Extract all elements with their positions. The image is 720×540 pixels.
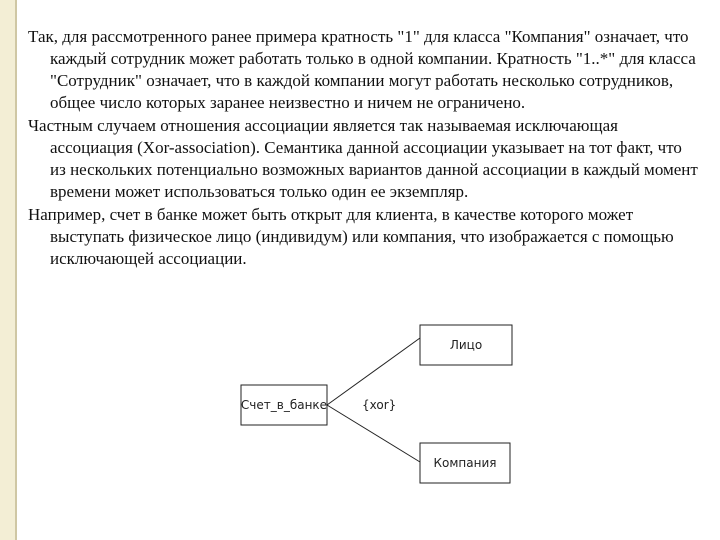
class-box-bank-account <box>241 385 327 425</box>
class-box-company <box>420 443 510 483</box>
class-label-bank-account: Счет_в_банке <box>240 398 328 412</box>
paragraph-xor-definition: Частным случаем отношения ассоциации является так называемая исключающая ассоциация (Xor-association). Семантика данной ассоциации указывает на тот факт, что из нескольких потенциально возможных вариантов данной ассоциации в каждый момент времени может использоваться только один ее экземпляр. <box>28 116 698 201</box>
class-box-person <box>420 325 512 365</box>
xor-constraint-label: {xor} <box>362 398 397 412</box>
association-line-top <box>327 338 420 405</box>
association-line-bottom <box>327 405 420 462</box>
paragraph-bank-example: Например, счет в банке может быть открыт для клиента, в качестве которого может выступать физическое лицо (индивидум) или компания, что изображается с помощью исключающей ассоциации. <box>28 205 674 268</box>
class-label-company: Компания <box>433 456 497 470</box>
paragraph-multiplicity: Так, для рассмотренного ранее примера кратность "1" для класса "Компания" означает, что каждый сотрудник может работать только в одной компании. Кратность "1..*" для класса "Сотрудник" означает, что в каждой компании могут работать несколько сотрудников, общее число которых заранее неизвестно и ничем не ограничено. <box>28 27 696 112</box>
class-label-person: Лицо <box>449 338 483 352</box>
